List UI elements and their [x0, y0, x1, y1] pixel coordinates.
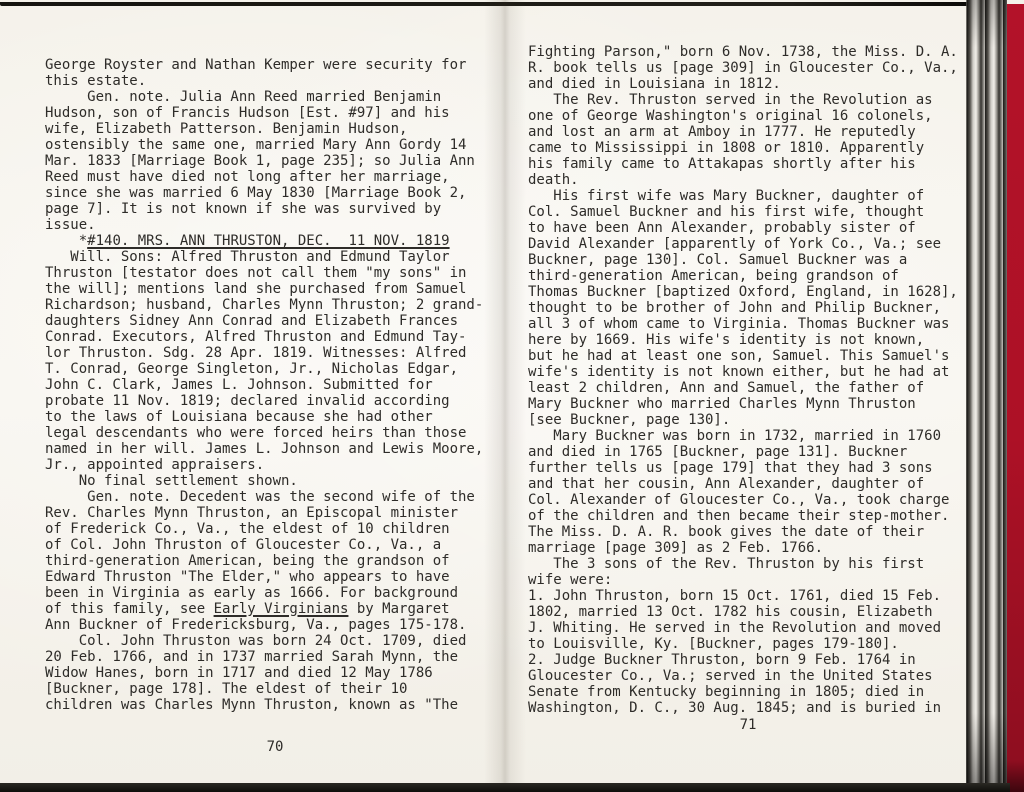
text-segment: Mary Buckner was born in 1732, married in 1760: [528, 428, 942, 444]
text-line: [45, 281, 505, 297]
text-line: [528, 700, 968, 716]
text-line: [45, 233, 505, 249]
text-line: [528, 412, 968, 428]
text-line: [45, 73, 505, 89]
text-line: [45, 329, 505, 345]
text-line: [45, 457, 505, 473]
text-segment: death.: [528, 172, 579, 188]
text-segment: J. Whiting. He served in the Revolution and moved: [528, 620, 942, 636]
text-line: [528, 316, 968, 332]
text-segment: of this family, see: [45, 601, 214, 617]
text-segment: daughters Sidney Ann Conrad and Elizabeth Frances: [45, 313, 459, 329]
text-segment: came to Mississippi in 1808 or 1810. Apparently: [528, 140, 925, 156]
text-segment: 1802, married 13 Oct. 1782 his cousin, Elizabeth: [528, 604, 933, 620]
text-segment: Gen. note. Decedent was the second wife of the: [45, 489, 475, 505]
underlined-text: #140. MRS. ANN THRUSTON, DEC. 11 NOV. 1819: [87, 233, 450, 249]
text-segment: wife's identity is not known either, but he had at: [528, 364, 950, 380]
left-page: [45, 0, 505, 792]
text-line: [528, 44, 968, 60]
text-line: [528, 380, 968, 396]
text-segment: Mar. 1833 [Marriage Book 1, page 235]; so Julia Ann: [45, 153, 475, 169]
text-segment: 20 Feb. 1766, and in 1737 married Sarah Mynn, the: [45, 649, 459, 665]
text-segment: to the laws of Louisiana because she had other: [45, 409, 433, 425]
left-page-text: [45, 57, 505, 713]
text-line: [528, 620, 968, 636]
text-segment: one of George Washington's original 16 colonels,: [528, 108, 933, 124]
text-segment: Hudson, son of Francis Hudson [Est. #97] and his: [45, 105, 450, 121]
text-segment: His first wife was Mary Buckner, daughter of: [528, 188, 925, 204]
text-line: [528, 108, 968, 124]
text-segment: least 2 children, Ann and Samuel, the father of: [528, 380, 925, 396]
text-segment: Fighting Parson," born 6 Nov. 1738, the Miss. D. A.: [528, 44, 958, 60]
text-line: [45, 617, 505, 633]
text-segment: of the children and then became their step-mother.: [528, 508, 950, 524]
left-page-number: 70: [266, 739, 284, 755]
text-line: [528, 444, 968, 460]
text-segment: named in her will. James L. Johnson and Lewis Moore,: [45, 441, 484, 457]
text-segment: Buckner, page 130]. Col. Samuel Buckner was a: [528, 252, 908, 268]
text-line: [528, 636, 968, 652]
text-segment: Senate from Kentucky beginning in 1805; died in: [528, 684, 925, 700]
text-segment: Mary Buckner who married Charles Mynn Thruston: [528, 396, 916, 412]
text-segment: [see Buckner, page 130].: [528, 412, 731, 428]
text-line: [45, 665, 505, 681]
text-segment: George Royster and Nathan Kemper were security for: [45, 57, 467, 73]
text-line: [45, 473, 505, 489]
text-segment: No final settlement shown.: [45, 473, 298, 489]
text-segment: Col. Samuel Buckner and his first wife, thought: [528, 204, 925, 220]
text-line: [45, 265, 505, 281]
right-page-number: 71: [739, 717, 757, 733]
text-segment: [Buckner, page 178]. The eldest of their 10: [45, 681, 408, 697]
text-segment: third-generation American, being the grandson of: [45, 553, 450, 569]
text-line: [45, 361, 505, 377]
text-segment: marriage [page 309] as 2 Feb. 1766.: [528, 540, 824, 556]
stacked-page-edges: [967, 0, 1007, 792]
text-line: [45, 649, 505, 665]
text-segment: R. book tells us [page 309] in Gloucester Co., Va.,: [528, 60, 958, 76]
text-segment: Thruston [testator does not call them "my sons" in: [45, 265, 467, 281]
book-bottom-cover-edge: [0, 783, 1010, 792]
text-segment: The Rev. Thruston served in the Revolution as: [528, 92, 933, 108]
text-segment: but he had at least one son, Samuel. This Samuel's: [528, 348, 950, 364]
right-page: [528, 0, 968, 792]
text-line: [45, 137, 505, 153]
text-segment: and that her cousin, Ann Alexander, daughter of: [528, 476, 925, 492]
text-segment: Conrad. Executors, Alfred Thruston and Edmund Tay-: [45, 329, 467, 345]
text-line: [45, 585, 505, 601]
text-segment: 2. Judge Buckner Thruston, born 9 Feb. 1764 in: [528, 652, 916, 668]
text-segment: ostensibly the same one, married Mary Ann Gordy 14: [45, 137, 467, 153]
text-line: [45, 505, 505, 521]
text-line: [45, 153, 505, 169]
text-line: [45, 57, 505, 73]
text-line: [45, 217, 505, 233]
text-line: [45, 313, 505, 329]
text-line: [45, 249, 505, 265]
text-segment: and died in 1765 [Buckner, page 131]. Buckner: [528, 444, 908, 460]
text-line: [528, 492, 968, 508]
text-segment: probate 11 Nov. 1819; declared invalid according: [45, 393, 450, 409]
text-line: [528, 508, 968, 524]
text-segment: to Louisville, Ky. [Buckner, pages 179-180].: [528, 636, 899, 652]
text-line: [45, 201, 505, 217]
text-segment: of Col. John Thruston of Gloucester Co., Va., a: [45, 537, 442, 553]
text-segment: third-generation American, being grandson of: [528, 268, 899, 284]
text-segment: Reed must have died not long after her marriage,: [45, 169, 450, 185]
text-segment: *: [45, 233, 88, 249]
text-line: [528, 460, 968, 476]
text-line: [528, 220, 968, 236]
text-line: [45, 569, 505, 585]
text-line: [45, 521, 505, 537]
text-segment: and lost an arm at Amboy in 1777. He reputedly: [528, 124, 916, 140]
text-line: [528, 540, 968, 556]
text-segment: children was Charles Mynn Thruston, known as "The: [45, 697, 459, 713]
text-line: [528, 684, 968, 700]
text-segment: Col. John Thruston was born 24 Oct. 1709, died: [45, 633, 467, 649]
text-line: [45, 377, 505, 393]
text-line: [45, 601, 505, 617]
text-line: [45, 185, 505, 201]
text-segment: his family came to Attakapas shortly after his: [528, 156, 916, 172]
underlined-text: Early Virginians: [213, 601, 349, 617]
text-segment: Washington, D. C., 30 Aug. 1845; and is buried in: [528, 700, 942, 716]
text-line: [528, 476, 968, 492]
text-line: [528, 604, 968, 620]
text-segment: 1. John Thruston, born 15 Oct. 1761, died 15 Feb.: [528, 588, 942, 604]
text-segment: Ann Buckner of Fredericksburg, Va., pages 175-178.: [45, 617, 467, 633]
text-line: [528, 300, 968, 316]
text-segment: lor Thruston. Sdg. 28 Apr. 1819. Witnesses: Alfred: [45, 345, 467, 361]
text-segment: Jr., appointed appraisers.: [45, 457, 265, 473]
text-line: [45, 697, 505, 713]
text-segment: been in Virginia as early as 1666. For background: [45, 585, 459, 601]
text-segment: the will]; mentions land she purchased from Samuel: [45, 281, 467, 297]
text-segment: Gen. note. Julia Ann Reed married Benjamin: [45, 89, 442, 105]
text-line: [528, 588, 968, 604]
text-line: [528, 268, 968, 284]
text-segment: issue.: [45, 217, 96, 233]
text-segment: Thomas Buckner [baptized Oxford, England, in 1628],: [528, 284, 958, 300]
text-line: [45, 89, 505, 105]
text-segment: T. Conrad, George Singleton, Jr., Nicholas Edgar,: [45, 361, 459, 377]
text-line: [45, 441, 505, 457]
text-line: [528, 140, 968, 156]
text-segment: by Margaret: [348, 601, 450, 617]
text-segment: all 3 of whom came to Virginia. Thomas Buckner was: [528, 316, 950, 332]
text-line: [528, 348, 968, 364]
text-line: [528, 284, 968, 300]
red-cover-edge: [1007, 4, 1024, 792]
text-segment: The Miss. D. A. R. book gives the date of their: [528, 524, 925, 540]
text-segment: page 7]. It is not known if she was survived by: [45, 201, 442, 217]
text-segment: wife, Elizabeth Patterson. Benjamin Hudson,: [45, 121, 408, 137]
text-segment: thought to be brother of John and Philip Buckner,: [528, 300, 942, 316]
right-page-text: [528, 44, 968, 716]
text-segment: further tells us [page 179] that they had 3 sons: [528, 460, 933, 476]
text-line: [528, 332, 968, 348]
text-segment: Rev. Charles Mynn Thruston, an Episcopal minister: [45, 505, 459, 521]
text-segment: Widow Hanes, born in 1717 and died 12 May 1786: [45, 665, 433, 681]
text-line: [528, 652, 968, 668]
text-line: [528, 124, 968, 140]
text-segment: to have been Ann Alexander, probably sister of: [528, 220, 916, 236]
text-line: [528, 364, 968, 380]
text-line: [528, 172, 968, 188]
text-segment: Richardson; husband, Charles Mynn Thruston; 2 grand-: [45, 297, 484, 313]
text-line: [528, 572, 968, 588]
text-line: [528, 252, 968, 268]
text-line: [528, 60, 968, 76]
text-segment: Edward Thruston "The Elder," who appears to have: [45, 569, 450, 585]
text-line: [45, 345, 505, 361]
text-line: [45, 633, 505, 649]
text-line: [528, 188, 968, 204]
text-line: [45, 169, 505, 185]
gutter-shadow: [484, 0, 526, 792]
text-line: [528, 92, 968, 108]
text-line: [45, 121, 505, 137]
text-line: [45, 681, 505, 697]
text-segment: of Frederick Co., Va., the eldest of 10 children: [45, 521, 450, 537]
text-line: [45, 425, 505, 441]
text-segment: Will. Sons: Alfred Thruston and Edmund Taylor: [45, 249, 450, 265]
text-line: [528, 236, 968, 252]
text-line: [45, 297, 505, 313]
text-segment: John C. Clark, James L. Johnson. Submitted for: [45, 377, 433, 393]
text-line: [45, 105, 505, 121]
text-segment: The 3 sons of the Rev. Thruston by his first: [528, 556, 925, 572]
text-segment: this estate.: [45, 73, 147, 89]
text-line: [528, 156, 968, 172]
text-segment: and died in Louisiana in 1812.: [528, 76, 781, 92]
text-line: [45, 393, 505, 409]
text-line: [45, 409, 505, 425]
text-line: [528, 668, 968, 684]
text-line: [45, 553, 505, 569]
text-segment: David Alexander [apparently of York Co., Va.; see: [528, 236, 942, 252]
text-segment: since she was married 6 May 1830 [Marriage Book 2,: [45, 185, 467, 201]
text-line: [528, 556, 968, 572]
text-line: [528, 396, 968, 412]
text-line: [45, 537, 505, 553]
text-segment: Col. Alexander of Gloucester Co., Va., took charge: [528, 492, 950, 508]
text-line: [528, 524, 968, 540]
text-segment: legal descendants who were forced heirs than those: [45, 425, 467, 441]
text-line: [528, 428, 968, 444]
text-segment: Gloucester Co., Va.; served in the United States: [528, 668, 933, 684]
text-segment: here by 1669. His wife's identity is not known,: [528, 332, 925, 348]
text-line: [528, 76, 968, 92]
text-line: [45, 489, 505, 505]
text-line: [528, 204, 968, 220]
text-segment: wife were:: [528, 572, 613, 588]
